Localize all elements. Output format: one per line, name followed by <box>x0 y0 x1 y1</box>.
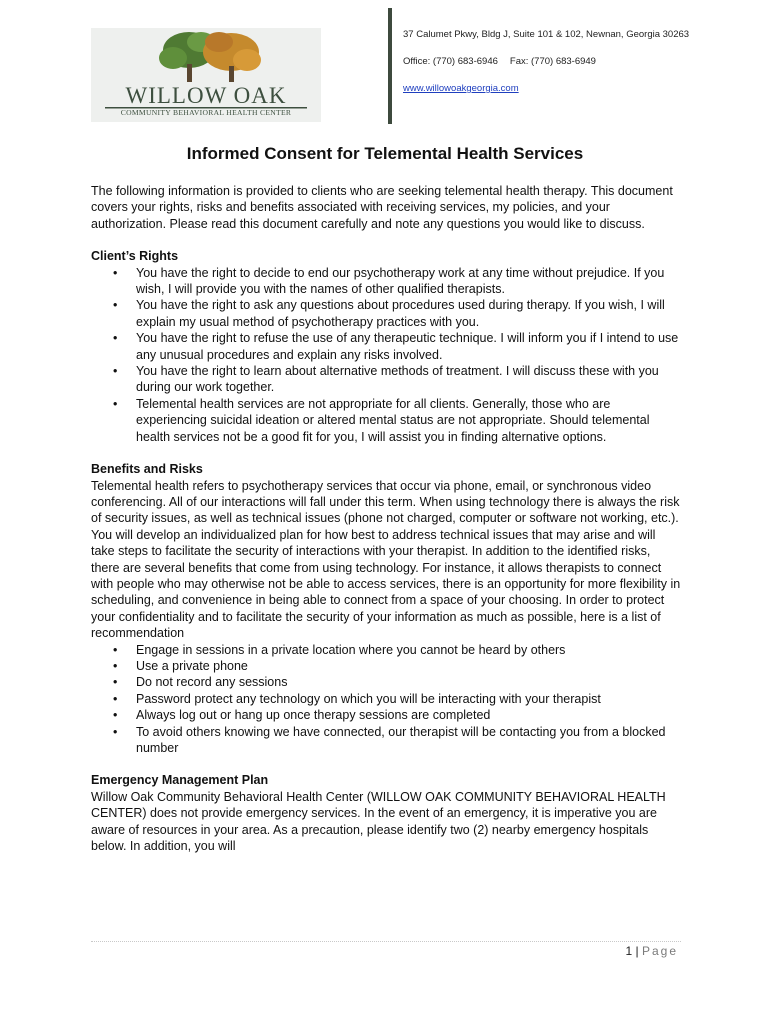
benefits-paragraph: Telemental health refers to psychotherapy services that occur via phone, email, or synchronous video conferencing. All of our interactions will fall under this term. When using technology there is always the risk of security issues, as well as technical issues (phone not charged, computer or software not working, etc.). You will develop an individualized plan for how best to address technical issues that may arise and will take steps to facilitate the security of interactions with your therapist. In addition to the identified risks, there are several benefits that come from using technology. For instance, it allows therapists to connect with people who may otherwise not be able to access services, there is an opportunity for more flexibility in scheduling, and convenience in being able to connect from a space of your choosing. In order to protect your confidentiality and to facilitate the security of your information as much as possible, here is a list of recommendation <box>91 478 681 641</box>
list-item: • To avoid others knowing we have connected, our therapist will be contacting you from a blocked number <box>136 724 681 757</box>
page-separator: | <box>635 944 639 958</box>
document-body <box>91 183 681 854</box>
list-item: • Engage in sessions in a private location where you cannot be heard by others <box>136 642 681 658</box>
logo <box>91 28 321 122</box>
list-item: • You have the right to learn about alternative methods of treatment. I will discuss these with you during our work together. <box>136 363 681 396</box>
list-item: • You have the right to refuse the use of any therapeutic technique. I will inform you if I intend to use any unusual procedures and explain any risks involved. <box>136 330 681 363</box>
list-item: • Telemental health services are not appropriate for all clients. Generally, those who are experiencing suicidal ideation or altered mental status are not appropriate. Should telemental health services not be a good fit for you, I will assist you in finding alternative options. <box>136 396 681 445</box>
page-number: 1 <box>625 944 633 958</box>
page-label: Page <box>641 944 678 958</box>
list-item: • Use a private phone <box>136 658 681 674</box>
phone-fax-line <box>403 56 596 67</box>
website-link[interactable]: www.willowoakgeorgia.com <box>403 83 519 94</box>
footer-divider <box>91 941 681 942</box>
page-footer <box>625 944 678 958</box>
list-item: • You have the right to ask any questions about procedures used during therapy. If you wish, I will explain my usual method of psychotherapy practices with you. <box>136 297 681 330</box>
fax-number: Fax: (770) 683-6949 <box>509 56 596 67</box>
list-item: • Password protect any technology on which you will be interacting with your therapist <box>136 691 681 707</box>
recommendations-list <box>91 642 681 757</box>
list-item: • Always log out or hang up once therapy sessions are completed <box>136 707 681 723</box>
rights-heading: Client’s Rights <box>91 249 179 264</box>
emergency-heading: Emergency Management Plan <box>91 773 269 788</box>
rights-list <box>91 265 681 445</box>
list-item: • You have the right to decide to end our psychotherapy work at any time without prejudice. If you wish, I will provide you with the names of other qualified therapists. <box>136 265 681 298</box>
office-phone: Office: (770) 683-6946 <box>403 56 498 67</box>
list-item: • Do not record any sessions <box>136 674 681 690</box>
logo-name: WILLOW OAK <box>125 83 287 108</box>
address: 37 Calumet Pkwy, Bldg J, Suite 101 & 102, Newnan, Georgia 30263 <box>403 29 690 40</box>
document-title: Informed Consent for Telemental Health Services <box>186 144 584 163</box>
emergency-paragraph: Willow Oak Community Behavioral Health Center (WILLOW OAK COMMUNITY BEHAVIORAL HEALTH CENTER) does not provide emergency services. In the event of an emergency, it is imperative you are aware of resources in your area. As a precaution, please identify two (2) nearby emergency hospitals below. In addition, you will <box>91 789 666 854</box>
intro-paragraph: The following information is provided to clients who are seeking telemental health therapy. This document covers your rights, risks and benefits associated with receiving services, my policies, and your authorization. Please read this document carefully and note any questions you would like to discuss. <box>91 184 673 231</box>
header-divider <box>388 8 392 124</box>
logo-subtitle: COMMUNITY BEHAVIORAL HEALTH CENTER <box>120 108 292 117</box>
benefits-heading: Benefits and Risks <box>91 462 203 477</box>
